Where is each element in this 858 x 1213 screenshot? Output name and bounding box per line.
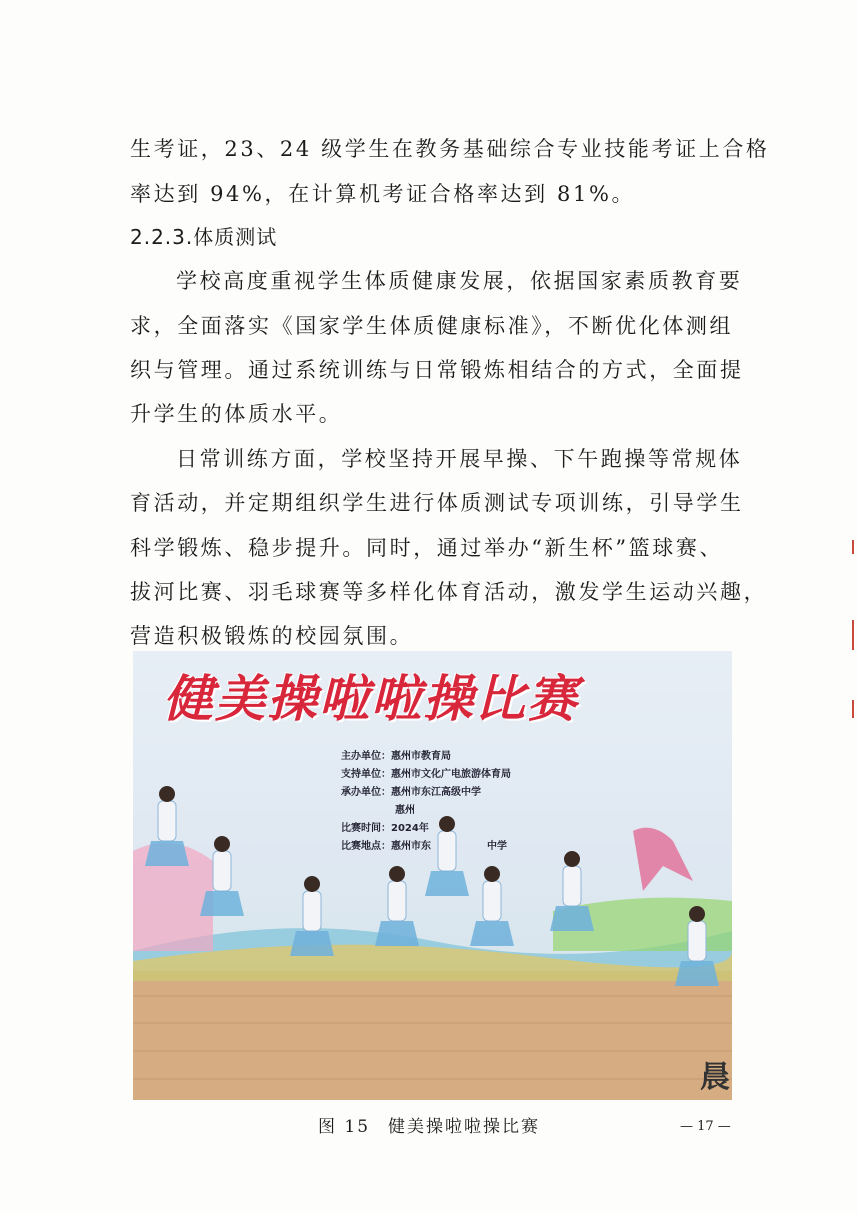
text-line: 育活动，并定期组织学生进行体质测试专项训练，引导学生 [130, 491, 744, 515]
figure-caption [318, 1112, 540, 1137]
photo-corner-text: 晨 [700, 1060, 730, 1095]
text-line: 升学生的体质水平。 [130, 402, 343, 426]
text-line: 学校高度重视学生体质健康发展，依据国家素质教育要 [176, 269, 743, 293]
margin-mark [852, 700, 854, 718]
page-number: — 17 — [680, 1119, 731, 1134]
text-line: 求，全面落实《国家学生体质健康标准》，不断优化体测组 [130, 314, 734, 338]
banner-info-line: 中学 [487, 841, 507, 852]
margin-mark [852, 540, 854, 554]
figure-caption-text: 健美操啦啦操比赛 [388, 1117, 541, 1137]
banner-info-line: 支持单位：惠州市文化广电旅游体育局 [341, 769, 511, 780]
text-line: 科学锻炼、稳步提升。同时，通过举办“新生杯”篮球赛、 [130, 536, 724, 560]
text-line: 生考证，23、24 级学生在教务基础综合专业技能考证上合格 [130, 137, 770, 161]
section-heading: 2.2.3.体质测试 [130, 225, 278, 249]
text-line: 率达到 94%，在计算机考证合格率达到 81%。 [130, 182, 636, 206]
banner-info-line: 比赛地点：惠州市东 [341, 841, 431, 852]
text-line: 营造积极锻炼的校园氛围。 [130, 624, 414, 648]
text-line: 织与管理。通过系统训练与日常锻炼相结合的方式，全面提 [130, 358, 744, 382]
banner-info-line: 承办单位：惠州市东江高级中学 [341, 787, 481, 798]
text-line: 日常训练方面，学校坚持开展早操、下午跑操等常规体 [176, 447, 743, 471]
figure-label: 图 15 [318, 1117, 371, 1137]
banner-title: 健美操啦啦操比赛 [163, 670, 579, 728]
banner-info-line: 比赛时间：2024年 [341, 823, 429, 834]
text-line: 拔河比赛、羽毛球赛等多样化体育活动，激发学生运动兴趣， [130, 580, 768, 604]
margin-mark [852, 620, 854, 650]
banner-info-line: 惠州 [395, 805, 415, 816]
banner-info-line: 主办单位：惠州市教育局 [341, 751, 451, 762]
competition-photo [133, 651, 732, 1100]
